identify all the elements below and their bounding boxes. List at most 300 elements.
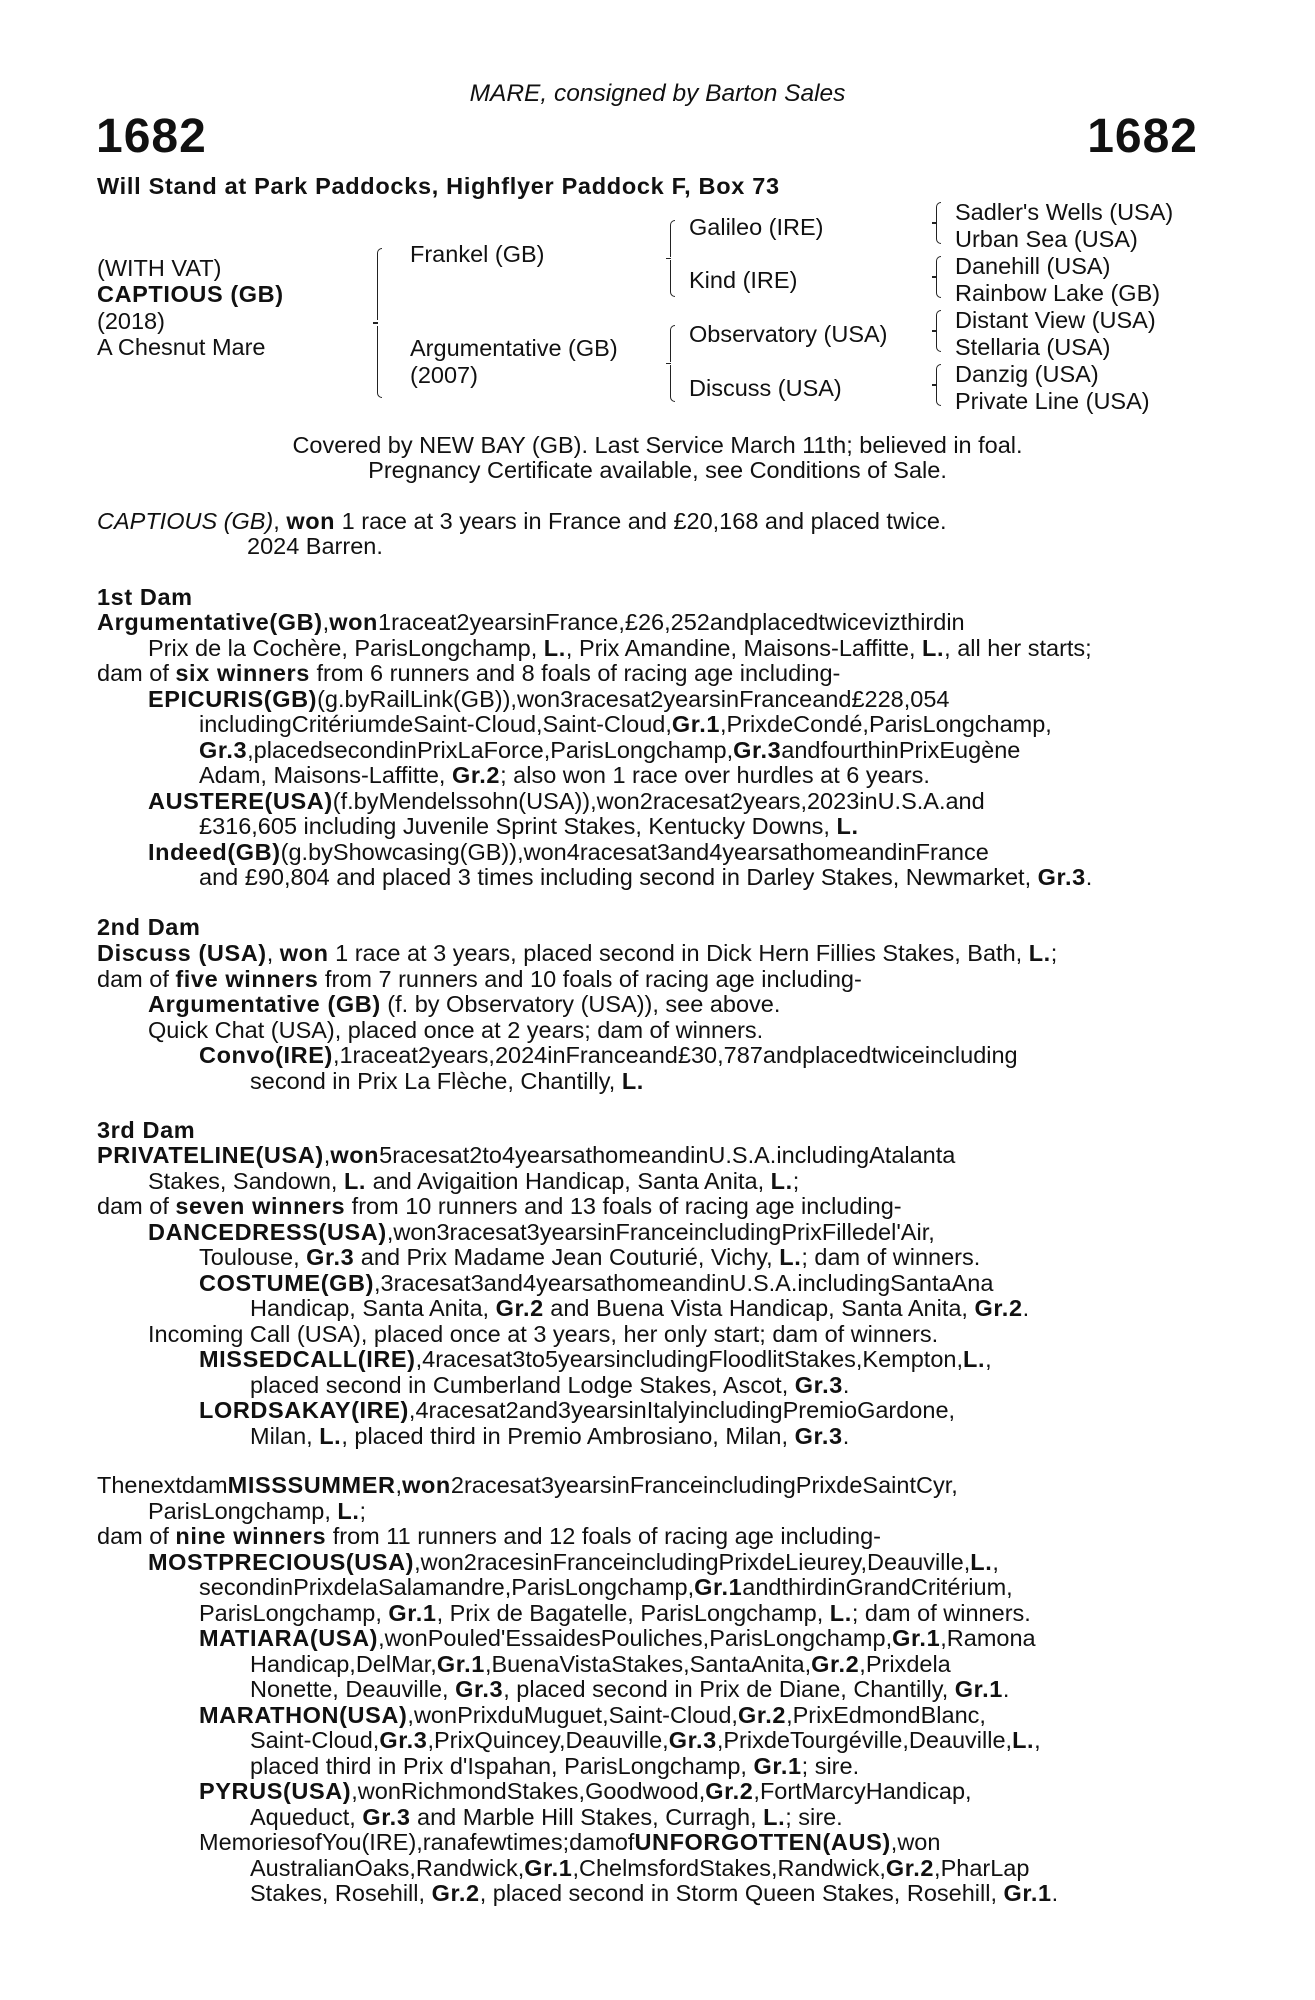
text-run: years <box>558 1346 616 1372</box>
word <box>292 711 387 737</box>
word <box>428 1625 488 1651</box>
text-run: by <box>308 838 333 865</box>
text-run: Grand <box>845 1574 911 1600</box>
lot-number-right: 1682 <box>1087 110 1198 163</box>
text-run: Gr.3 <box>794 1422 843 1449</box>
text-run: (IRE) <box>357 1346 416 1372</box>
text-run: France <box>739 685 813 712</box>
word <box>97 1142 200 1168</box>
word <box>469 609 526 635</box>
word <box>859 788 877 814</box>
word <box>911 1574 1013 1600</box>
word <box>333 788 354 814</box>
horse-name: CAPTIOUS (GB) <box>97 281 284 307</box>
text-line <box>97 789 1200 815</box>
word <box>493 1346 513 1372</box>
word <box>952 1270 994 1296</box>
word <box>355 1855 416 1881</box>
text-run: placed <box>253 736 323 763</box>
text-run: in <box>611 1472 630 1498</box>
text-run: in <box>547 1042 566 1068</box>
word <box>525 1346 545 1372</box>
word <box>310 1625 385 1651</box>
word <box>807 788 859 814</box>
text-run: MISSED <box>199 1346 293 1372</box>
text-run: , <box>332 1042 340 1068</box>
word <box>637 839 657 865</box>
text-run: France <box>552 1548 626 1575</box>
text-run: de <box>333 1574 360 1600</box>
word <box>613 1270 672 1296</box>
word <box>506 1829 569 1855</box>
text-run: and <box>671 1269 712 1296</box>
word <box>597 1219 615 1245</box>
word <box>742 1574 781 1600</box>
text-run: Goodwood, <box>585 1778 706 1804</box>
word <box>647 1397 690 1423</box>
text-run: 4 <box>709 838 723 865</box>
text-run: dam of <box>97 1193 176 1219</box>
word <box>264 686 317 712</box>
text-run: Prix <box>723 1727 764 1753</box>
text-run: and <box>858 838 898 865</box>
word <box>486 1397 506 1423</box>
text-line <box>97 1220 1200 1246</box>
text-run: , <box>934 1854 941 1881</box>
text-run: , <box>378 1625 385 1651</box>
text-run: Rail <box>369 685 410 712</box>
word <box>749 609 818 635</box>
text-run: of <box>614 1829 635 1855</box>
text-run: SUMMER <box>287 1472 396 1498</box>
word <box>329 609 378 635</box>
word <box>319 1219 394 1245</box>
word <box>836 1472 862 1498</box>
text-run: 3 <box>470 1269 484 1296</box>
text-run: la <box>932 1650 951 1677</box>
text-run: ParisLongchamp, <box>709 1625 893 1651</box>
text-run: won <box>279 940 329 966</box>
text-run: 2 <box>463 1548 477 1575</box>
text-line <box>97 1728 1200 1754</box>
text-run: 2 <box>450 1472 464 1498</box>
text-run: in <box>534 1548 553 1575</box>
text-run: five winners <box>175 965 319 992</box>
text-line <box>97 661 1200 687</box>
text-run: won <box>420 1548 464 1575</box>
text-run: 2 <box>729 787 743 814</box>
text-run: at <box>486 1397 506 1423</box>
word <box>148 686 264 712</box>
word <box>391 1651 437 1677</box>
text-run: Prix <box>781 1218 822 1245</box>
text-run: dam of <box>97 660 176 686</box>
word <box>457 737 483 763</box>
word <box>148 839 227 865</box>
text-run: 2 <box>456 609 470 635</box>
word <box>743 788 807 814</box>
text-run: L. <box>319 1422 342 1449</box>
text-run: ; <box>1050 940 1058 966</box>
word <box>858 839 897 865</box>
text-line <box>97 1856 1200 1882</box>
word <box>550 737 733 763</box>
word <box>776 1142 869 1168</box>
text-run: including <box>689 1397 783 1423</box>
word <box>334 1574 360 1600</box>
text-run: Saint-Cloud, <box>542 711 672 737</box>
word <box>323 737 399 763</box>
text-run: Floodlit <box>708 1346 785 1372</box>
word <box>872 609 901 635</box>
text-run: MISS <box>227 1472 288 1498</box>
word <box>317 686 344 712</box>
text-run: 5 <box>379 1142 393 1168</box>
dam-sire: Observatory (USA) <box>689 321 888 347</box>
word <box>711 1270 729 1296</box>
text-run: de <box>906 1650 933 1677</box>
text-run: to <box>525 1346 545 1372</box>
word <box>559 1651 611 1677</box>
text-run: and <box>638 1042 678 1068</box>
word <box>351 1397 415 1423</box>
text-run: 3 <box>557 1397 571 1423</box>
text-run: de <box>836 1472 863 1498</box>
text-run: Milan, <box>250 1422 320 1449</box>
text-run: years <box>515 1142 573 1168</box>
text-run: Quincey, <box>474 1727 566 1753</box>
text-run: LORD <box>199 1397 268 1423</box>
text-run: races <box>476 1548 535 1575</box>
word <box>690 1397 783 1423</box>
word <box>609 1702 738 1728</box>
text-run: and <box>781 736 821 763</box>
text-run: . <box>1085 864 1093 890</box>
text-line <box>97 1601 1200 1627</box>
text-run: times; <box>506 1829 570 1855</box>
text-run: including <box>688 1218 782 1245</box>
text-run: Stakes, <box>699 1854 778 1881</box>
text-run: Saint-Cloud, <box>413 711 543 737</box>
word <box>527 1219 540 1245</box>
text-run: Del <box>355 1650 392 1677</box>
dam-dam: Discuss (USA) <box>689 375 842 401</box>
word <box>945 788 984 814</box>
text-run: , <box>940 1625 947 1651</box>
text-run: ran <box>422 1829 457 1855</box>
summary-text: 1 race at 3 years in France and £20,168 and placed twice. <box>335 508 947 534</box>
word <box>339 1042 352 1068</box>
text-run: including <box>924 1042 1018 1068</box>
text-run: Kempton, <box>862 1346 964 1372</box>
word <box>524 1855 579 1881</box>
text-run: 1 <box>339 1042 353 1068</box>
second-dam-heading: 2nd Dam <box>97 914 201 940</box>
text-run: and <box>812 685 852 712</box>
word <box>579 1855 699 1881</box>
text-line <box>97 1703 1200 1729</box>
word <box>818 609 872 635</box>
word <box>689 1219 782 1245</box>
word <box>524 1702 609 1728</box>
text-run: Condé, <box>793 711 869 737</box>
text-run: Incoming Call (USA), placed once at 3 years, her only start; dam of winners. <box>148 1320 939 1347</box>
text-run: placed second in Cumberland Lodge Stakes, Ascot, <box>250 1371 795 1398</box>
text-line <box>97 1347 1200 1373</box>
word <box>545 609 625 635</box>
text-line <box>97 1524 1200 1550</box>
text-run: 1 <box>377 609 392 635</box>
word <box>709 1625 892 1651</box>
word <box>369 686 409 712</box>
text-run: in <box>711 1269 730 1296</box>
text-run: ParisLongchamp, <box>148 1497 338 1524</box>
text-run: Fort <box>759 1778 802 1804</box>
text-line <box>97 1830 1200 1856</box>
word <box>869 1142 955 1168</box>
text-run: Critérium <box>291 711 388 737</box>
text-line <box>97 1296 1200 1322</box>
word <box>353 1042 399 1068</box>
text-run: (g. <box>280 838 309 865</box>
text-run: Gr.1 <box>671 711 721 737</box>
text-line <box>97 738 1200 764</box>
text-run: Richmond <box>400 1778 507 1804</box>
text-run: races <box>428 1397 486 1423</box>
word <box>811 1651 866 1677</box>
text-run: race <box>352 1042 399 1068</box>
text-run: and <box>945 787 985 814</box>
text-run: UNFORGOTTEN <box>634 1829 823 1855</box>
text-run: (IRE) <box>275 1042 333 1068</box>
text-run: , <box>322 609 330 635</box>
word <box>729 1270 797 1296</box>
text-run: races <box>573 685 631 712</box>
word <box>866 1778 972 1804</box>
text-run: The <box>97 1472 138 1498</box>
text-run: third <box>781 1574 828 1600</box>
text-run: , <box>572 1854 579 1881</box>
text-line <box>97 1550 1200 1576</box>
text-run: , placed second in Storm Queen Stakes, Rosehill, <box>479 1880 1004 1906</box>
word <box>796 1472 836 1498</box>
text-run: , <box>890 1829 898 1855</box>
text-run: third <box>900 609 947 635</box>
text-run: Nonette, Deauville, <box>250 1676 456 1702</box>
word <box>470 1829 507 1855</box>
text-run: Oaks, <box>354 1854 416 1881</box>
text-line <box>97 610 1200 636</box>
word <box>199 1702 339 1728</box>
word <box>909 1727 1012 1753</box>
text-run: Prix <box>434 1727 475 1753</box>
word <box>410 686 453 712</box>
word <box>793 711 869 737</box>
word <box>415 1397 428 1423</box>
text-run: Santa <box>689 1650 752 1677</box>
text-run: £30,787 <box>677 1042 763 1068</box>
word <box>450 1219 507 1245</box>
dam-brace <box>666 325 675 402</box>
word <box>640 788 653 814</box>
text-run: at <box>637 838 657 865</box>
text-run: by <box>353 787 379 814</box>
word <box>651 1142 690 1168</box>
text-run: Saint-Cloud, <box>250 1727 380 1753</box>
word <box>916 839 989 865</box>
word <box>710 788 730 814</box>
text-run: Anita, <box>751 1650 812 1677</box>
word <box>453 686 517 712</box>
text-run: 1 race at 3 years, placed second in Dick Hern Fillies Stakes, Bath, <box>328 940 1029 966</box>
text-run: Mendelssohn <box>378 787 519 814</box>
text-run: Tourgéville, <box>789 1727 909 1753</box>
text-run: Quick Chat (USA), placed once at 2 years; dam of winners. <box>148 1016 764 1043</box>
text-run: Gardone, <box>857 1397 956 1423</box>
word <box>827 1574 845 1600</box>
word <box>199 737 254 763</box>
word <box>865 1219 891 1245</box>
word <box>897 839 915 865</box>
text-run: , <box>395 1472 403 1498</box>
text-run: £316,605 including Juvenile Sprint Stakes, Kentucky Downs, <box>199 813 837 839</box>
text-run: in <box>859 787 878 814</box>
horse-year: (2018) <box>97 308 165 334</box>
text-run: (USA) <box>309 1625 379 1651</box>
text-run: Salamandre, <box>378 1574 512 1600</box>
word <box>571 1397 628 1423</box>
text-run: Prix de la Cochère, ParisLongchamp, <box>148 634 544 661</box>
text-run: 5 <box>544 1346 559 1372</box>
text-run: Deauville, <box>908 1727 1013 1753</box>
text-run: L. <box>963 1346 986 1372</box>
text-run: twice <box>818 609 872 635</box>
text-line <box>97 1652 1200 1678</box>
text-run: races <box>579 838 638 865</box>
text-line <box>97 1373 1200 1399</box>
lot-number-left: 1682 <box>96 110 207 163</box>
text-run: years, <box>742 787 807 814</box>
text-run: , <box>985 1346 992 1372</box>
text-run: l'Air, <box>891 1218 935 1245</box>
summary-won: won <box>286 508 336 534</box>
text-run: Adam, Maisons-Laffitte, <box>199 762 452 788</box>
word <box>437 609 457 635</box>
text-run: L. <box>763 1803 786 1830</box>
word <box>265 788 333 814</box>
text-run: (USA) <box>264 787 333 814</box>
word <box>733 737 781 763</box>
text-run: Force, <box>483 736 551 763</box>
text-run: including <box>615 1346 709 1372</box>
text-run: 4 <box>422 1346 436 1372</box>
word <box>580 839 637 865</box>
word <box>308 839 333 865</box>
text-line <box>97 967 1200 993</box>
text-run: and Prix Madame Jean Couturié, Vichy, <box>354 1244 780 1270</box>
word <box>269 609 329 635</box>
text-run: Stakes, <box>506 1778 586 1804</box>
text-run: L. <box>770 1167 793 1194</box>
text-line <box>97 814 1200 840</box>
word <box>293 1574 333 1600</box>
word <box>710 609 749 635</box>
text-run: (USA) <box>339 1701 408 1728</box>
text-run: ; sire. <box>801 1752 860 1779</box>
text-line <box>97 1805 1200 1831</box>
text-run: 2024 <box>494 1042 548 1068</box>
text-run: and <box>742 1574 782 1600</box>
text-run: U.S.A. <box>877 787 946 814</box>
word <box>782 1574 828 1600</box>
word <box>502 1142 515 1168</box>
word <box>498 1702 524 1728</box>
word <box>783 1397 857 1423</box>
word <box>199 1778 283 1804</box>
text-run: d'Essai <box>487 1625 563 1651</box>
text-run: won <box>384 1625 428 1651</box>
text-run: at <box>572 1142 593 1168</box>
word <box>97 609 269 635</box>
text-run: MOST <box>148 1548 219 1575</box>
word <box>356 1651 391 1677</box>
text-run: Gr.1 <box>524 1854 573 1881</box>
word <box>560 686 573 712</box>
text-line <box>97 1575 1200 1601</box>
text-run: Deauville, <box>867 1548 971 1575</box>
text-run: race <box>391 609 437 635</box>
word <box>862 1346 963 1372</box>
third-dam-heading: 3rd Dam <box>97 1117 196 1143</box>
word <box>663 686 720 712</box>
covering-line-1: Covered by NEW BAY (GB). Last Service March 11th; believed in foal. <box>292 432 1023 458</box>
text-run: (AUS) <box>822 1829 891 1855</box>
text-run: at <box>398 1042 418 1068</box>
word <box>890 1270 951 1296</box>
word <box>250 1855 355 1881</box>
text-line <box>97 1069 1200 1095</box>
text-run: Stakes, <box>611 1650 690 1677</box>
word <box>553 1549 626 1575</box>
text-run: (GB) <box>320 1269 375 1296</box>
text-run: Handicap, Santa Anita, <box>250 1295 496 1321</box>
text-run: . <box>1002 1676 1010 1702</box>
text-run: 4 <box>523 1269 537 1296</box>
granddam-6: Stellaria (USA) <box>955 334 1111 360</box>
sire-name: Frankel (GB) <box>410 241 545 267</box>
text-run: , <box>414 1548 421 1575</box>
second-dam-section <box>97 941 1200 1094</box>
text-run: in <box>946 609 965 635</box>
word <box>402 1472 451 1498</box>
text-run: home <box>613 1269 672 1296</box>
grandsire-1: Sadler's Wells (USA) <box>955 199 1174 225</box>
text-run: Gr.1 <box>753 1752 802 1779</box>
word <box>435 1346 492 1372</box>
text-run: U.S.A. <box>708 1142 777 1168</box>
text-run: Saint-Cloud, <box>608 1701 738 1728</box>
word <box>422 1346 435 1372</box>
text-run: 2 <box>417 1042 431 1068</box>
text-run: , <box>753 1778 760 1804</box>
text-run: France, <box>545 609 625 635</box>
text-run: (IRE), <box>361 1829 423 1855</box>
text-run: and <box>518 1397 558 1423</box>
text-run: L. <box>543 634 566 661</box>
text-run: , <box>386 1218 394 1245</box>
word <box>451 1270 471 1296</box>
word <box>871 1042 925 1068</box>
